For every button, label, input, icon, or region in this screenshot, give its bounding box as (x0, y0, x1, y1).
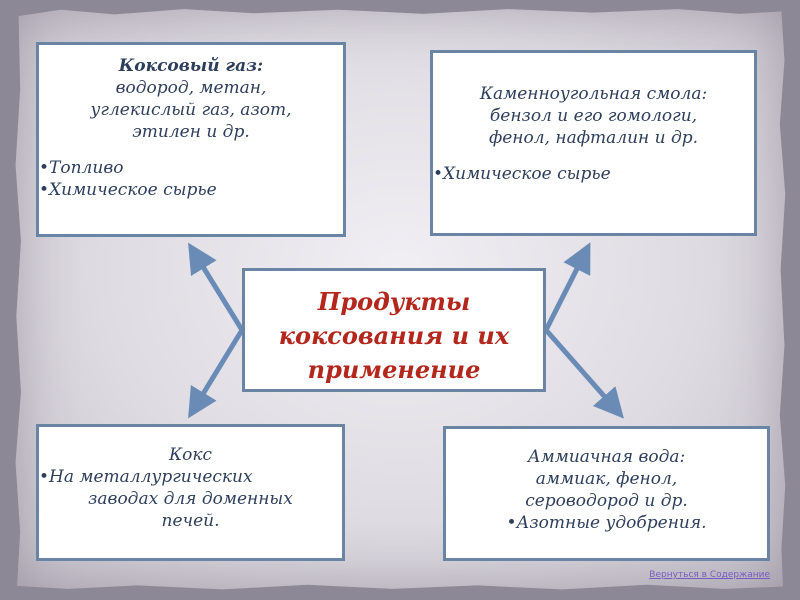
arrow-to-coal-tar (546, 249, 587, 330)
coke-gas-composition-line: этилен и др. (132, 122, 250, 142)
ammonia-water-composition-line: аммиак, фенол, (535, 469, 678, 489)
center-title-line: Продукты (317, 287, 471, 316)
ammonia-water-title: Аммиачная вода: (527, 447, 686, 467)
center-title-line: применение (307, 355, 481, 384)
arrow-to-coke-gas (192, 249, 242, 330)
coke-gas-composition-line: водород, метан, (115, 78, 267, 98)
coke-use-line: заводах для доменных (88, 489, 293, 509)
coke-gas-use-item: • Химическое сырье (39, 179, 343, 201)
coke-use-line: печей. (161, 511, 220, 531)
coke-gas-box (36, 42, 346, 237)
ammonia-water-box (443, 426, 770, 561)
coal-tar-box (430, 50, 757, 236)
back-to-contents-link[interactable]: Вернуться в Содержание (649, 570, 770, 580)
ammonia-water-composition-line: сероводород и др. (525, 491, 688, 511)
center-title-line: коксования и их (278, 321, 510, 350)
center-topic-box (242, 268, 546, 392)
coke-use-item: • На металлургических (39, 466, 342, 488)
ammonia-water-use-item: • Азотные удобрения. (446, 512, 767, 534)
coke-gas-title: Коксовый газ: (118, 56, 264, 76)
coal-tar-use-item: • Химическое сырье (433, 163, 754, 185)
coal-tar-title: Каменноугольная смола: (479, 84, 708, 104)
coal-tar-composition-line: фенол, нафталин и др. (488, 128, 699, 148)
coke-title: Кокс (168, 445, 213, 465)
arrow-to-ammonia-water (546, 330, 619, 413)
coke-gas-use-item: • Топливо (39, 157, 343, 179)
coal-tar-composition-line: бензол и его гомологи, (489, 106, 698, 126)
coke-box (36, 424, 345, 561)
coke-gas-composition-line: углекислый газ, азот, (90, 100, 292, 120)
arrow-to-coke (192, 330, 242, 412)
